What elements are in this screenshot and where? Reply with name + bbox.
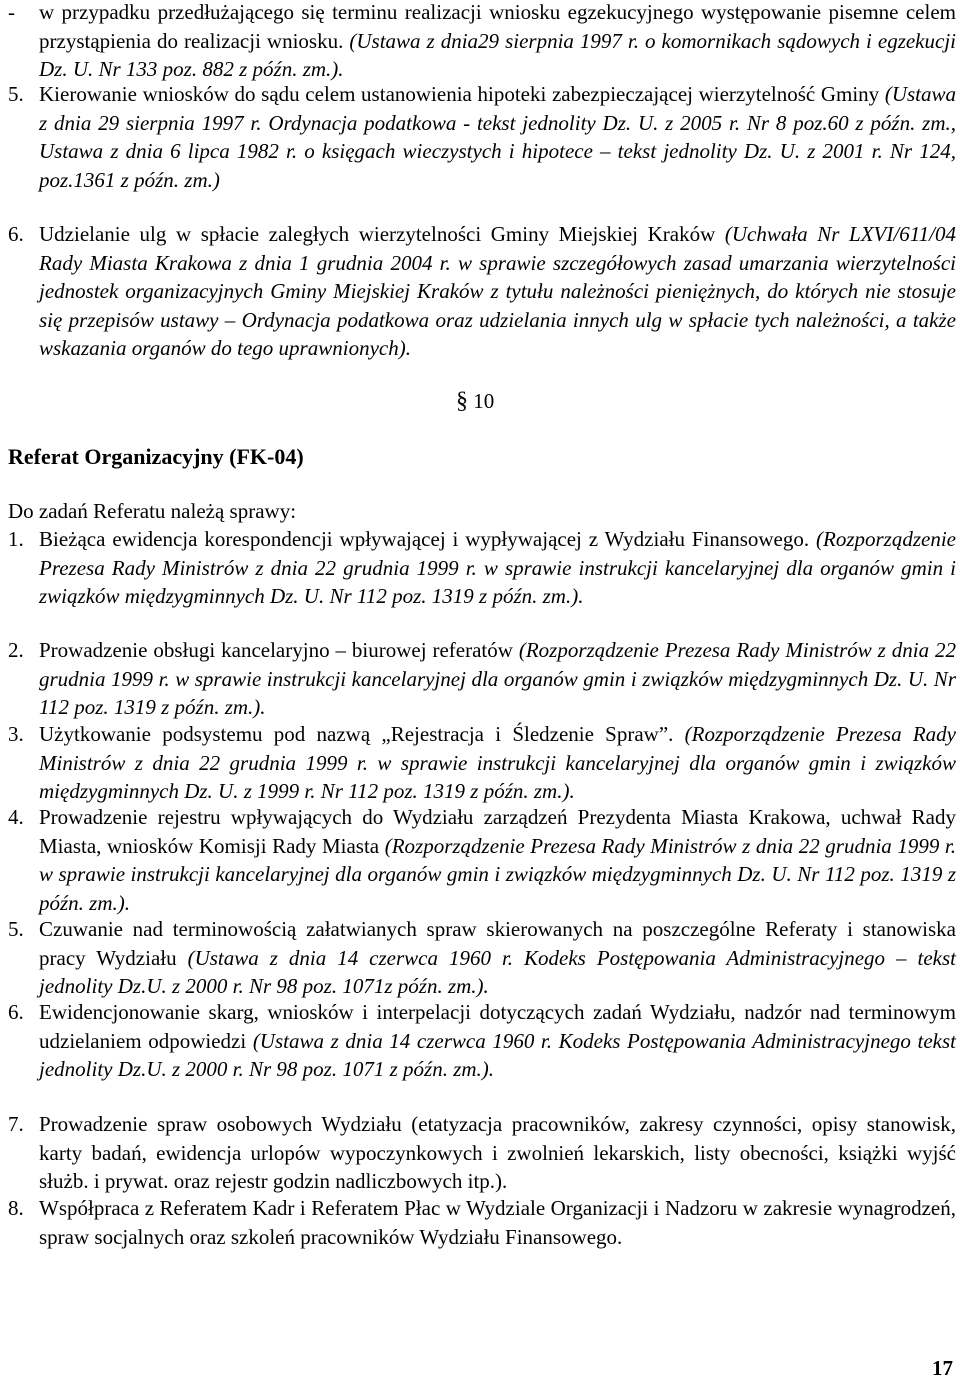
continuation-citation: (Ustawa z dnia29 sierpnia 1997 r. o komornikach sądowych i egzekucji Dz. U. Nr 133 poz. 882 z późn. zm.).: [39, 28, 956, 82]
dash-marker: -: [8, 0, 15, 24]
page-number: 17: [932, 1356, 953, 1380]
list-item-text: Czuwanie nad terminowością załatwianych spraw skierowanych na poszczególne Referaty i stanowiska pracy Wydziału: [39, 917, 956, 970]
list-item-citation: (Rozporządzenie Prezesa Rady Ministrów z dnia 22 grudnia 1999 r. w sprawie instrukcji kancelaryjnej dla organów gmin i związków międzygminnych Dz. U. Nr 112 poz. 1319 z późn. zm.).: [39, 638, 957, 720]
list-item-text: Użytkowanie podsystemu pod nazwą „Rejestracja i Śledzenie Spraw”.: [39, 722, 674, 746]
continuation-text: w przypadku przedłużającego się terminu realizacji wniosku egzekucyjnego występowanie pisemne celem przystąpienia do realizacji wniosku.: [39, 0, 956, 53]
list-item-citation: (Ustawa z dnia 14 czerwca 1960 r. Kodeks Postępowania Administracyjnego tekst jednolity Dz.U. z 2000 r. Nr 98 poz. 1071 z późn. zm.).: [39, 1028, 956, 1082]
list-item-number: 1.: [8, 527, 24, 551]
section-title: Referat Organizacyjny (FK-04): [8, 444, 304, 469]
list-item-number: 5.: [8, 917, 24, 941]
list-item-number: 7.: [8, 1112, 24, 1136]
list-item-citation: (Ustawa z dnia 14 czerwca 1960 r. Kodeks Postępowania Administracyjnego – tekst jednolity Dz.U. z 2000 r. Nr 98 poz. 1071z późn. zm.).: [39, 945, 956, 999]
list-item-text: Udzielanie ulg w spłacie zaległych wierzytelności Gminy Miejskiej Kraków: [39, 222, 716, 246]
list-item-text: Prowadzenie spraw osobowych Wydziału (etatyzacja pracowników, zakresy czynności, opisy stanowisk, karty badań, ewidencja urlopów wypoczynkowych i zwolnień lekarskich, listy obecności, książki wyjść służb. i prywat. oraz rejestr godzin nadliczbowych itp.).: [39, 1112, 956, 1194]
list-item-number: 4.: [8, 805, 24, 829]
list-item-citation: (Rozporządzenie Prezesa Rady Ministrów z dnia 22 grudnia 1999 r. w sprawie instrukcji kancelaryjnej dla organów gmin i związków międzygminnych Dz. U. Nr 112 poz. 1319 z późn. zm.).: [39, 833, 957, 915]
list-item-number: 6.: [8, 222, 24, 246]
list-item-text: Kierowanie wniosków do sądu celem ustanowienia hipoteki zabezpieczającej wierzytelność Gminy: [39, 82, 880, 106]
section-number: 10: [473, 389, 495, 413]
prior-list-item-5: [8, 80, 956, 194]
list-item-number: 2.: [8, 638, 24, 662]
list-item-text: Bieżąca ewidencja korespondencji wpływającej i wypływającej z Wydziału Finansowego.: [39, 527, 810, 551]
list-item-text: Współpraca z Referatem Kadr i Referatem Płac w Wydziale Organizacji i Nadzoru w zakresie wynagrodzeń, spraw socjalnych oraz szkoleń pracowników Wydziału Finansowego.: [39, 1196, 956, 1249]
list-item-text: Prowadzenie obsługi kancelaryjno – biurowej referatów: [39, 638, 513, 662]
list-item-citation: (Ustawa z dnia 29 sierpnia 1997 r. Ordynacja podatkowa - tekst jednolity Dz. U. z 2005 r. Nr 8 poz.60 z późn. zm., Ustawa z dnia 6 lipca 1982 r. o księgach wieczystych i hipotece – tekst jednolity Dz. U. z 2001 r. Nr 124, poz.1361 z późn. zm.): [39, 82, 957, 192]
list-item-4: [8, 803, 956, 917]
list-item-6: [8, 998, 956, 1084]
list-item-citation: (Uchwała Nr LXVI/611/04 Rady Miasta Krakowa z dnia 1 grudnia 2004 r. w sprawie szczegółowych zasad umarzania wierzytelności jednostek organizacyjnych Gminy Miejskiej Kraków z tytułu należności pieniężnych, do których nie stosuje się przepisów ustawy – Ordynacja podatkowa oraz udzielania innych ulg w spłacie tych należności, a także wskazania organów do tego uprawnionych).: [39, 222, 956, 361]
list-item-5: [8, 915, 956, 1001]
list-item-7: [8, 1110, 956, 1196]
section-heading: [456, 387, 494, 415]
list-item-citation: (Rozporządzenie Prezesa Rady Ministrów z dnia 22 grudnia 1999 r. w sprawie instrukcji kancelaryjnej dla organów gmin i związków międzygminnych Dz. U. Nr 112 poz. 1319 z późn. zm.).: [39, 527, 956, 609]
section-sign: §: [456, 388, 468, 414]
list-item-citation: (Rozporządzenie Prezesa Rady Ministrów z dnia 22 grudnia 1999 r. w sprawie instrukcji kancelaryjnej dla organów gmin i związków międzygminnych Dz. U. z 1999 r. Nr 112 poz. 1319 z późn. zm.).: [39, 722, 956, 804]
list-item-number: 3.: [8, 722, 24, 746]
continuation-item: [8, 0, 956, 84]
list-item-number: 6.: [8, 1000, 24, 1024]
section-intro: Do zadań Referatu należą sprawy:: [8, 499, 297, 523]
list-item-2: [8, 636, 956, 722]
list-item-number: 5.: [8, 82, 24, 106]
list-item-text: Ewidencjonowanie skarg, wniosków i interpelacji dotyczących zadań Wydziału, nadzór nad terminowym udzielaniem odpowiedzi: [39, 1000, 956, 1053]
list-item-8: [8, 1194, 956, 1251]
list-item-3: [8, 720, 956, 806]
list-item-text: Prowadzenie rejestru wpływających do Wydziału zarządzeń Prezydenta Miasta Krakowa, uchwał Rady Miasta, wniosków Komisji Rady Miasta: [39, 805, 956, 858]
list-item-1: [8, 525, 956, 611]
prior-list-item-6: [8, 220, 956, 363]
list-item-number: 8.: [8, 1196, 24, 1220]
